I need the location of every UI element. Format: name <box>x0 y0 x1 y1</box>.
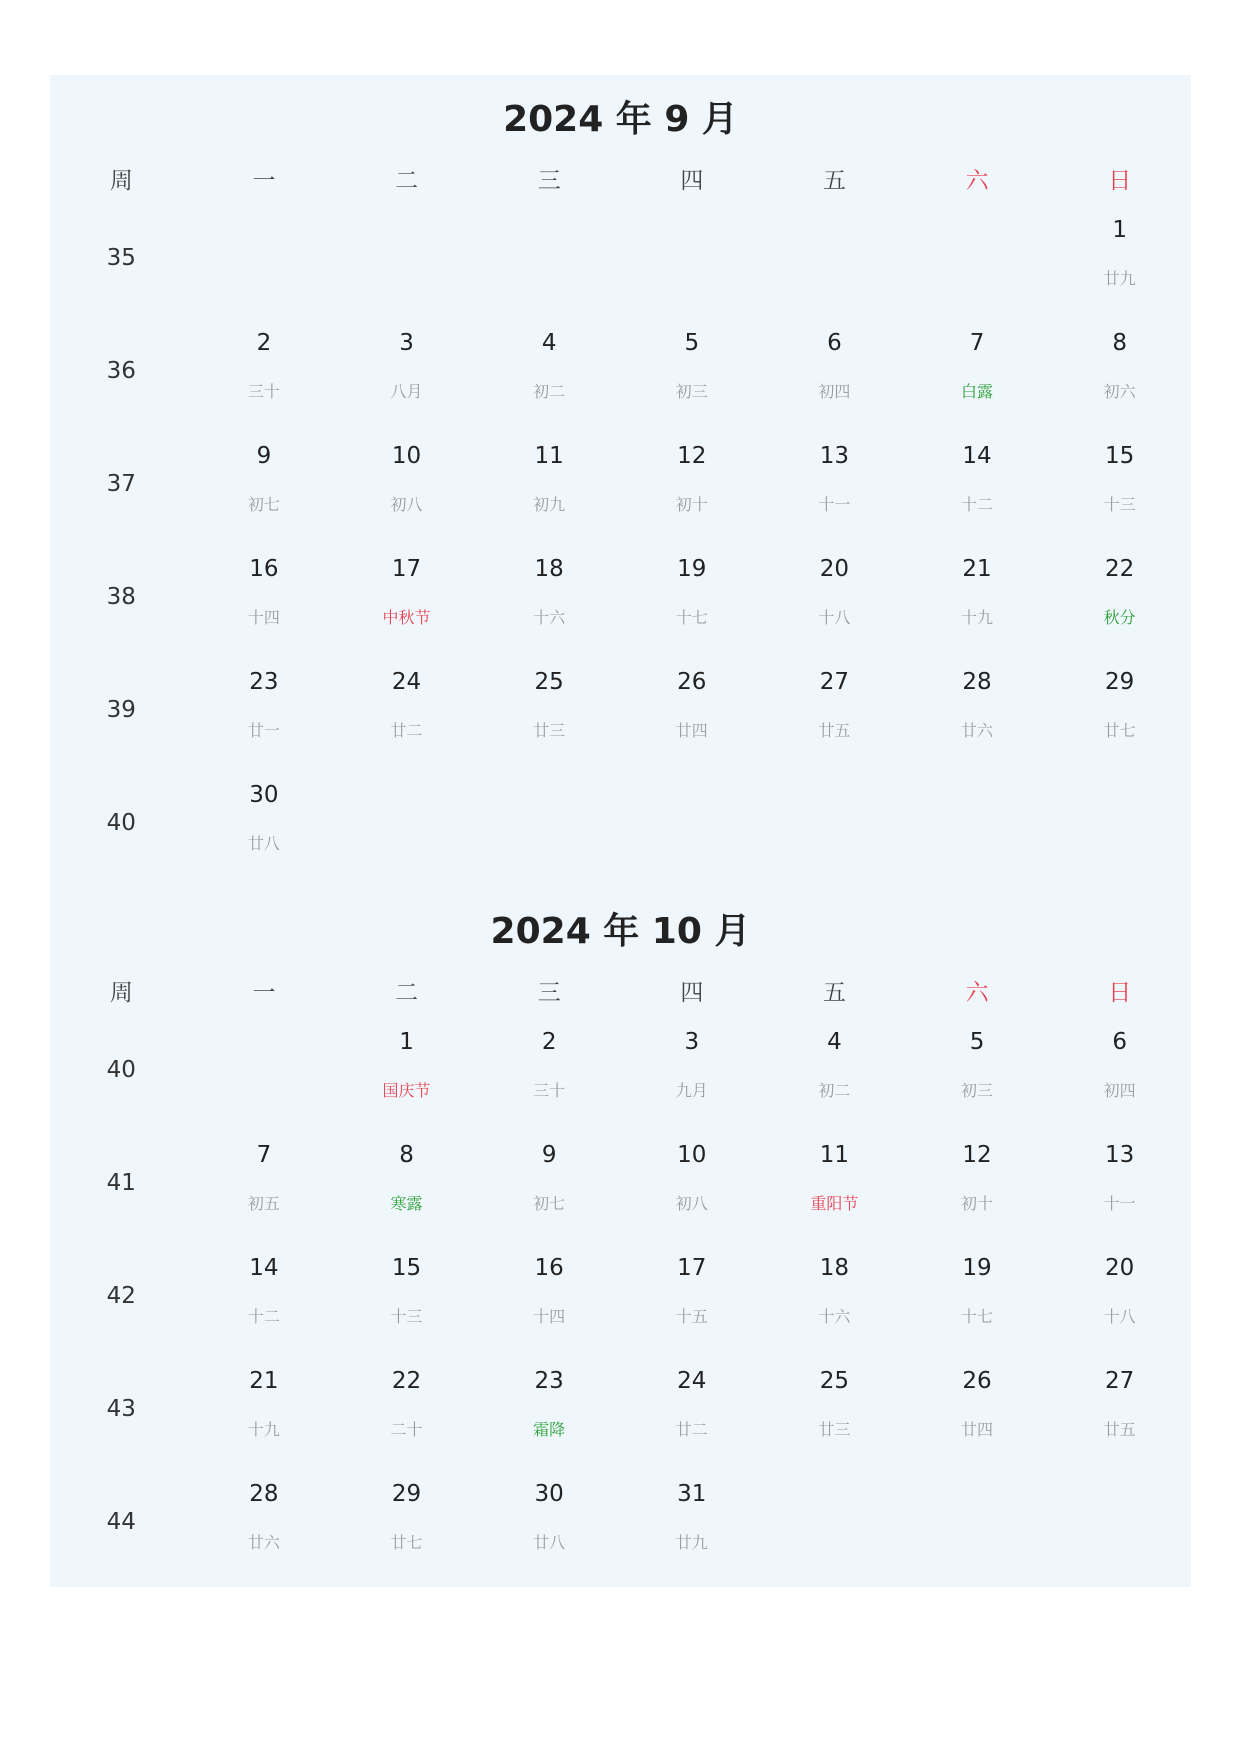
day-cell <box>478 1239 621 1352</box>
week-number: 44 <box>106 1508 136 1535</box>
day-cell <box>478 1465 621 1578</box>
day-cell <box>906 314 1049 427</box>
weekday-header-row <box>50 155 1191 201</box>
week-number: 35 <box>106 244 136 271</box>
day-number: 5 <box>684 330 700 356</box>
day-cell <box>621 1013 764 1126</box>
month-title: 2024 年 10 月 <box>490 911 751 952</box>
day-number: 6 <box>1112 1029 1127 1055</box>
day-cell <box>478 427 621 540</box>
lunar-date: 十七 <box>675 608 708 627</box>
solar-term-label: 白露 <box>961 382 994 401</box>
day-cell <box>1048 1239 1191 1352</box>
day-number: 29 <box>391 1481 422 1507</box>
week-row <box>50 540 1191 653</box>
day-number: 30 <box>534 1481 564 1507</box>
lunar-date: 初三 <box>961 1081 994 1100</box>
day-cell <box>478 540 621 653</box>
empty-day-cell <box>478 766 621 879</box>
lunar-date: 廿四 <box>675 721 708 740</box>
day-cell <box>906 1239 1049 1352</box>
weekday-header-fri: 五 <box>822 167 846 194</box>
day-cell <box>478 653 621 766</box>
lunar-date: 十四 <box>533 1307 566 1326</box>
empty-day-cell <box>335 766 478 879</box>
day-number: 25 <box>534 669 564 695</box>
lunar-date: 初四 <box>818 382 851 401</box>
month-september <box>50 85 1191 879</box>
lunar-date: 廿六 <box>961 721 994 740</box>
weekday-header-sat: 六 <box>965 979 989 1006</box>
day-cell <box>335 1352 478 1465</box>
day-cell <box>621 540 764 653</box>
day-number: 20 <box>1105 1255 1135 1281</box>
day-number: 31 <box>677 1481 707 1507</box>
week-number: 42 <box>106 1282 136 1309</box>
day-cell <box>763 1126 906 1239</box>
lunar-date: 廿三 <box>533 721 566 740</box>
day-number: 6 <box>827 330 842 356</box>
weekday-header-thu: 四 <box>680 167 704 194</box>
lunar-date: 初五 <box>247 1194 280 1213</box>
day-number: 5 <box>969 1029 985 1055</box>
weekday-header-wed: 三 <box>537 979 561 1006</box>
day-number: 9 <box>541 1142 557 1168</box>
day-number: 7 <box>256 1142 272 1168</box>
weekday-header-week: 周 <box>109 167 133 194</box>
lunar-date: 廿二 <box>390 721 423 740</box>
day-number: 22 <box>1105 556 1135 582</box>
lunar-date: 初九 <box>533 495 566 514</box>
day-cell <box>763 427 906 540</box>
day-cell <box>1048 1352 1191 1465</box>
day-cell <box>906 540 1049 653</box>
day-number: 19 <box>962 1255 992 1281</box>
weekday-header-fri: 五 <box>822 979 846 1006</box>
day-number: 27 <box>1105 1368 1135 1394</box>
day-cell <box>478 1013 621 1126</box>
day-cell <box>1048 1126 1191 1239</box>
day-cell <box>906 1013 1049 1126</box>
day-number: 3 <box>684 1029 700 1055</box>
day-number: 21 <box>962 556 992 582</box>
week-number: 39 <box>106 696 136 723</box>
day-cell <box>621 1126 764 1239</box>
day-number: 4 <box>541 330 557 356</box>
lunar-date: 八月 <box>390 382 423 401</box>
week-row <box>50 314 1191 427</box>
day-cell <box>621 1352 764 1465</box>
week-row <box>50 1239 1191 1352</box>
lunar-date: 十六 <box>533 608 566 627</box>
empty-day-cell <box>906 766 1049 879</box>
day-number: 29 <box>1105 669 1135 695</box>
lunar-date: 廿九 <box>675 1533 708 1552</box>
day-number: 25 <box>819 1368 850 1394</box>
lunar-date: 十一 <box>1103 1194 1136 1213</box>
lunar-date: 十五 <box>675 1307 708 1326</box>
lunar-date: 十七 <box>961 1307 994 1326</box>
empty-day-cell <box>1048 766 1191 879</box>
lunar-date: 十四 <box>247 608 280 627</box>
lunar-date: 十二 <box>247 1307 280 1326</box>
day-cell <box>763 314 906 427</box>
day-cell <box>335 314 478 427</box>
empty-day-cell <box>478 201 621 314</box>
day-number: 10 <box>391 443 422 469</box>
day-cell <box>1048 314 1191 427</box>
empty-day-cell <box>906 1465 1049 1578</box>
day-number: 10 <box>677 1142 707 1168</box>
week-number: 40 <box>106 1056 136 1083</box>
day-number: 21 <box>249 1368 279 1394</box>
lunar-date: 十一 <box>818 495 851 514</box>
lunar-date: 廿六 <box>247 1533 280 1552</box>
day-cell <box>1048 1013 1191 1126</box>
day-number: 23 <box>534 1368 564 1394</box>
day-number: 14 <box>249 1255 279 1281</box>
day-cell <box>906 1126 1049 1239</box>
weekday-header-mon: 一 <box>252 167 276 194</box>
day-number: 13 <box>1105 1142 1135 1168</box>
day-number: 16 <box>249 556 279 582</box>
lunar-date: 十九 <box>247 1420 280 1439</box>
day-cell <box>906 427 1049 540</box>
lunar-date: 初二 <box>533 382 566 401</box>
day-number: 11 <box>534 443 564 469</box>
week-row <box>50 653 1191 766</box>
weekday-header-week: 周 <box>109 979 133 1006</box>
day-number: 8 <box>399 1142 414 1168</box>
day-cell <box>335 1239 478 1352</box>
day-number: 28 <box>962 669 992 695</box>
solar-term-label: 霜降 <box>533 1420 566 1439</box>
day-number: 18 <box>534 556 564 582</box>
lunar-date: 初二 <box>818 1081 851 1100</box>
week-row <box>50 1465 1191 1578</box>
month-title: 2024 年 9 月 <box>503 99 738 140</box>
day-cell <box>193 1126 336 1239</box>
day-cell <box>763 1239 906 1352</box>
day-number: 15 <box>391 1255 422 1281</box>
lunar-date: 廿四 <box>961 1420 994 1439</box>
month-grid <box>50 201 1191 879</box>
holiday-label: 国庆节 <box>382 1081 431 1100</box>
day-cell <box>621 653 764 766</box>
empty-day-cell <box>906 201 1049 314</box>
lunar-date: 十八 <box>1103 1307 1136 1326</box>
lunar-date: 三十 <box>533 1081 566 1100</box>
day-number: 19 <box>677 556 707 582</box>
lunar-date: 三十 <box>247 382 280 401</box>
day-number: 27 <box>819 669 850 695</box>
day-number: 23 <box>249 669 279 695</box>
day-cell <box>1048 653 1191 766</box>
empty-day-cell <box>335 201 478 314</box>
empty-day-cell <box>193 1013 336 1126</box>
empty-day-cell <box>763 201 906 314</box>
lunar-date: 十六 <box>818 1307 851 1326</box>
day-cell <box>478 314 621 427</box>
week-number: 43 <box>106 1395 136 1422</box>
lunar-date: 廿五 <box>818 721 851 740</box>
day-cell <box>621 1239 764 1352</box>
lunar-date: 初十 <box>675 495 708 514</box>
day-cell <box>763 1352 906 1465</box>
lunar-date: 廿七 <box>390 1533 423 1552</box>
week-number: 37 <box>106 470 136 497</box>
weekday-header-sun: 日 <box>1108 979 1132 1006</box>
week-number: 41 <box>106 1169 136 1196</box>
day-cell <box>763 653 906 766</box>
empty-day-cell <box>763 1465 906 1578</box>
day-cell <box>193 1352 336 1465</box>
day-cell <box>1048 201 1191 314</box>
day-number: 2 <box>256 330 272 356</box>
calendar-sheet <box>50 75 1191 1587</box>
lunar-date: 十八 <box>818 608 851 627</box>
lunar-date: 十三 <box>1103 495 1136 514</box>
day-cell <box>621 314 764 427</box>
weekday-header-tue: 二 <box>395 167 419 194</box>
lunar-date: 廿五 <box>1103 1420 1136 1439</box>
lunar-date: 初四 <box>1103 1081 1136 1100</box>
day-number: 11 <box>819 1142 850 1168</box>
day-number: 13 <box>819 443 850 469</box>
empty-day-cell <box>1048 1465 1191 1578</box>
week-row <box>50 427 1191 540</box>
day-number: 9 <box>256 443 272 469</box>
lunar-date: 初八 <box>390 495 423 514</box>
day-number: 26 <box>677 669 707 695</box>
lunar-date: 廿九 <box>1103 269 1136 288</box>
lunar-date: 十二 <box>961 495 994 514</box>
lunar-date: 廿八 <box>533 1533 566 1552</box>
day-cell <box>193 1465 336 1578</box>
day-cell <box>193 540 336 653</box>
lunar-date: 十三 <box>390 1307 423 1326</box>
day-number: 7 <box>969 330 985 356</box>
week-row <box>50 1126 1191 1239</box>
holiday-label: 重阳节 <box>810 1194 859 1213</box>
week-number: 36 <box>106 357 136 384</box>
day-number: 17 <box>677 1255 707 1281</box>
lunar-date: 初七 <box>533 1194 566 1213</box>
week-number: 40 <box>106 809 136 836</box>
lunar-date: 廿八 <box>247 834 280 853</box>
lunar-date: 初十 <box>961 1194 994 1213</box>
day-number: 4 <box>827 1029 842 1055</box>
solar-term-label: 秋分 <box>1103 608 1136 627</box>
day-number: 30 <box>249 782 279 808</box>
day-number: 24 <box>391 669 422 695</box>
day-cell <box>193 314 336 427</box>
day-number: 26 <box>962 1368 992 1394</box>
day-cell <box>763 540 906 653</box>
day-number: 8 <box>1112 330 1127 356</box>
week-number: 38 <box>106 583 136 610</box>
lunar-date: 廿三 <box>818 1420 851 1439</box>
day-number: 1 <box>1112 217 1127 243</box>
month-grid <box>50 1013 1191 1578</box>
lunar-date: 廿七 <box>1103 721 1136 740</box>
lunar-date: 廿一 <box>247 721 280 740</box>
day-cell <box>193 1239 336 1352</box>
day-cell <box>193 766 336 879</box>
weekday-header-sun: 日 <box>1108 167 1132 194</box>
day-cell <box>1048 427 1191 540</box>
day-cell <box>335 1126 478 1239</box>
lunar-date: 初八 <box>675 1194 708 1213</box>
lunar-date: 初七 <box>247 495 280 514</box>
day-cell <box>478 1126 621 1239</box>
day-number: 2 <box>541 1029 557 1055</box>
weekday-header-mon: 一 <box>252 979 276 1006</box>
week-row <box>50 1013 1191 1126</box>
weekday-header-sat: 六 <box>965 167 989 194</box>
holiday-label: 中秋节 <box>382 608 431 627</box>
empty-day-cell <box>193 201 336 314</box>
day-number: 17 <box>391 556 422 582</box>
day-cell <box>478 1352 621 1465</box>
day-cell <box>621 427 764 540</box>
day-cell <box>193 653 336 766</box>
week-row <box>50 1352 1191 1465</box>
day-number: 3 <box>399 330 414 356</box>
day-cell <box>335 1465 478 1578</box>
day-cell <box>193 427 336 540</box>
day-cell <box>1048 540 1191 653</box>
day-number: 18 <box>819 1255 850 1281</box>
week-row <box>50 766 1191 879</box>
day-cell <box>763 1013 906 1126</box>
day-number: 16 <box>534 1255 564 1281</box>
day-number: 24 <box>677 1368 707 1394</box>
day-number: 12 <box>677 443 707 469</box>
weekday-header-tue: 二 <box>395 979 419 1006</box>
day-number: 14 <box>962 443 992 469</box>
day-number: 28 <box>249 1481 279 1507</box>
day-number: 15 <box>1105 443 1135 469</box>
week-row <box>50 201 1191 314</box>
lunar-date: 初六 <box>1103 382 1136 401</box>
day-cell <box>335 1013 478 1126</box>
month-october <box>50 897 1191 1578</box>
day-cell <box>335 540 478 653</box>
lunar-date: 二十 <box>390 1420 423 1439</box>
day-number: 20 <box>819 556 850 582</box>
day-number: 22 <box>391 1368 422 1394</box>
weekday-header-wed: 三 <box>537 167 561 194</box>
weekday-header-thu: 四 <box>680 979 704 1006</box>
weekday-header-row <box>50 967 1191 1013</box>
lunar-date: 十九 <box>961 608 994 627</box>
empty-day-cell <box>621 766 764 879</box>
day-cell <box>621 1465 764 1578</box>
day-cell <box>335 427 478 540</box>
solar-term-label: 寒露 <box>390 1194 423 1213</box>
empty-day-cell <box>763 766 906 879</box>
day-number: 1 <box>399 1029 414 1055</box>
day-cell <box>906 653 1049 766</box>
empty-day-cell <box>621 201 764 314</box>
day-cell <box>335 653 478 766</box>
day-cell <box>906 1352 1049 1465</box>
lunar-date: 九月 <box>675 1081 708 1100</box>
lunar-date: 廿二 <box>675 1420 708 1439</box>
day-number: 12 <box>962 1142 992 1168</box>
lunar-date: 初三 <box>675 382 708 401</box>
